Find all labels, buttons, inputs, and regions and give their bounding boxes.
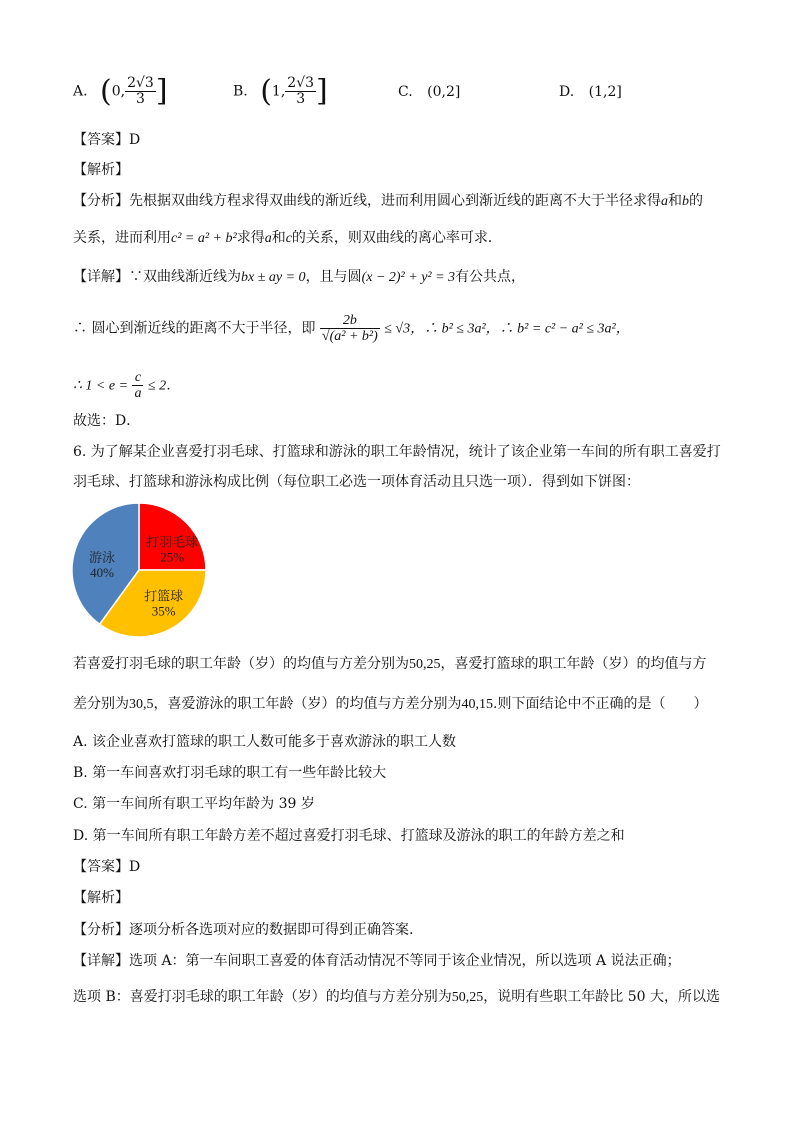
q6-after1-end: ，喜爱打篮球的职工年龄（岁）的均值与方 (440, 656, 707, 672)
q6-xiangjie-a: 【详解】选项 A：第一车间职工喜爱的体育活动情况不等同于该企业情况，所以选项 A 说法正确； (73, 953, 681, 969)
q5-fenxi2-start: 关系，进而利用 (73, 230, 171, 246)
q5-fenxi-line-2 (73, 228, 502, 249)
var-b: b (682, 194, 689, 209)
option-a-denominator: 3 (136, 91, 145, 107)
q5-fenxi-line-1 (73, 191, 703, 212)
q5-analysis-tag: 【解析】 (73, 162, 129, 178)
q6-option-d: D. 第一车间所有职工年龄方差不超过喜爱打羽毛球、打篮球及游泳的职工的年龄方差之和 (73, 828, 625, 844)
q6-xiangjie-b-start: 选项 B：喜爱打羽毛球的职工年龄（岁）的均值与方差分别为 (73, 989, 452, 1005)
option-b-numerator: 2√3 (287, 75, 315, 91)
q6-option-c: C. 第一车间所有职工平均年龄为 39 岁 (73, 796, 315, 812)
q5-answer: 【答案】D (73, 132, 141, 148)
q5-choose: 故选：D． (73, 413, 141, 429)
pie-percent-1: 35% (151, 603, 176, 619)
option-d-value: (1,2] (588, 84, 622, 100)
q5-xiangjie2-chain: ，∴ b² ≤ 3a²，∴ b² = c² − a² ≤ 3a²， (410, 321, 630, 337)
q6-analysis-tag: 【解析】 (73, 890, 129, 906)
pie-label-0: 打羽毛球 (146, 535, 199, 551)
q6-stem-line-1: 6. 为了解某企业喜爱打羽毛球、打篮球和游泳的职工年龄情况，统计了该企业第一车间的所有职工喜爱打 (73, 444, 721, 460)
swimming-stats: 40,15 (461, 697, 493, 712)
q5-fenxi-end: 的 (689, 193, 703, 209)
q5-fenxi2-and: 和 (271, 230, 286, 246)
option-c-value: (0,2] (427, 84, 461, 100)
var-a: a (661, 194, 668, 209)
q6-stem-line-2: 羽毛球、打篮球和游泳构成比例（每位职工必选一项体育活动且只选一项）．得到如下饼图： (73, 474, 640, 490)
option-b-label: B. (233, 83, 248, 100)
q5-xiangjie-line-3 (73, 370, 180, 402)
q5-xiangjie-text2: ，且与圆 (305, 269, 362, 285)
distance-denominator: √(a² + b²) (321, 329, 378, 344)
q5-xiangjie-text1: 双曲线渐近线为 (143, 269, 241, 285)
distance-numerator: 2b (320, 313, 380, 329)
q5-xiangjie-text3: 有公共点， (455, 269, 526, 285)
pie-chart (71, 503, 211, 639)
option-b-denominator: 3 (296, 91, 306, 107)
var-a: a (264, 231, 272, 246)
q6-after-line-2 (73, 694, 707, 715)
option-b: B. (1, $\frac{2√3}{3}$ ] (233, 73, 328, 109)
q5-xiangjie-line-2 (73, 313, 630, 345)
q6-xiangjie-b-end: ，说明有些职工年龄比 50 大，所以选 (483, 989, 720, 1005)
circle-equation: (x − 2)² + y² = 3 (361, 270, 456, 285)
option-a-label: A. (73, 83, 88, 100)
q5-fenxi-text-1: 【分析】先根据双曲线方程求得双曲线的渐近线，进而利用圆心到渐近线的距离不大于半径求得 (73, 193, 661, 209)
option-d-label: D. (559, 84, 575, 100)
q5-xiangjie2-start: ∴ 圆心到渐近线的距离不大于半径，即 (73, 320, 316, 337)
pie-percent-2: 40% (90, 564, 114, 580)
q6-answer: 【答案】D (73, 859, 141, 875)
var-c: c (285, 231, 292, 246)
q6-fenxi: 【分析】逐项分析各选项对应的数据即可得到正确答案. (73, 922, 414, 938)
option-d (559, 84, 622, 100)
q5-fenxi2-mid: 求得 (236, 230, 265, 246)
option-c-label: C. (398, 84, 413, 100)
q5-formula-c2: c² = a² + b² (171, 231, 237, 246)
q6-after1-start: 若喜爱打羽毛球的职工年龄（岁）的均值与方差分别为 (73, 656, 409, 672)
badminton-stats-repeat: 50,25 (451, 990, 484, 1005)
basketball-stats: 30,5 (129, 697, 154, 712)
q6-after2-start: 差分别为 (73, 696, 129, 712)
pie-label-2: 游泳 (89, 550, 116, 566)
badminton-stats: 50,25 (409, 657, 441, 672)
q5-fenxi-and: 和 (668, 193, 682, 209)
eccentricity-denominator: a (134, 386, 142, 401)
q6-xiangjie-b (73, 987, 720, 1008)
q6-after2-end: .则下面结论中不正确的是（ ） (493, 696, 708, 712)
pie-percent-0: 25% (160, 549, 185, 565)
option-a: A. (0, $\frac{2√3}{3}$ ] (73, 73, 168, 109)
distance-compare: ≤ √3 (384, 321, 411, 337)
q5-xiangjie-tag: 【详解】 (73, 269, 129, 285)
q6-after2-mid: ，喜爱游泳的职工年龄（岁）的均值与方差分别为 (153, 696, 462, 712)
q6-option-b: B. 第一车间喜欢打羽毛球的职工有一些年龄比较大 (73, 765, 387, 781)
option-b-start: 1, (271, 83, 286, 100)
pie-label-1: 打篮球 (144, 589, 184, 605)
q5-xiangjie-line-1 (73, 267, 525, 288)
asymptote-equation: bx ± ay = 0 (241, 270, 306, 285)
eccentricity-end: ≤ 2． (147, 378, 181, 394)
q6-after-line-1 (73, 654, 707, 675)
q6-option-a: A. 该企业喜欢打篮球的职工人数可能多于喜欢游泳的职工人数 (73, 734, 457, 750)
q5-fenxi2-end: 的关系，则双曲线的离心率可求． (291, 230, 502, 246)
because-symbol: ∵ (129, 269, 143, 285)
eccentricity-numerator: c (132, 370, 143, 386)
option-a-start: 0, (111, 83, 126, 100)
option-c (398, 84, 460, 100)
option-a-numerator: 2√3 (127, 75, 154, 91)
eccentricity-start: ∴ 1 < e = (73, 378, 129, 394)
